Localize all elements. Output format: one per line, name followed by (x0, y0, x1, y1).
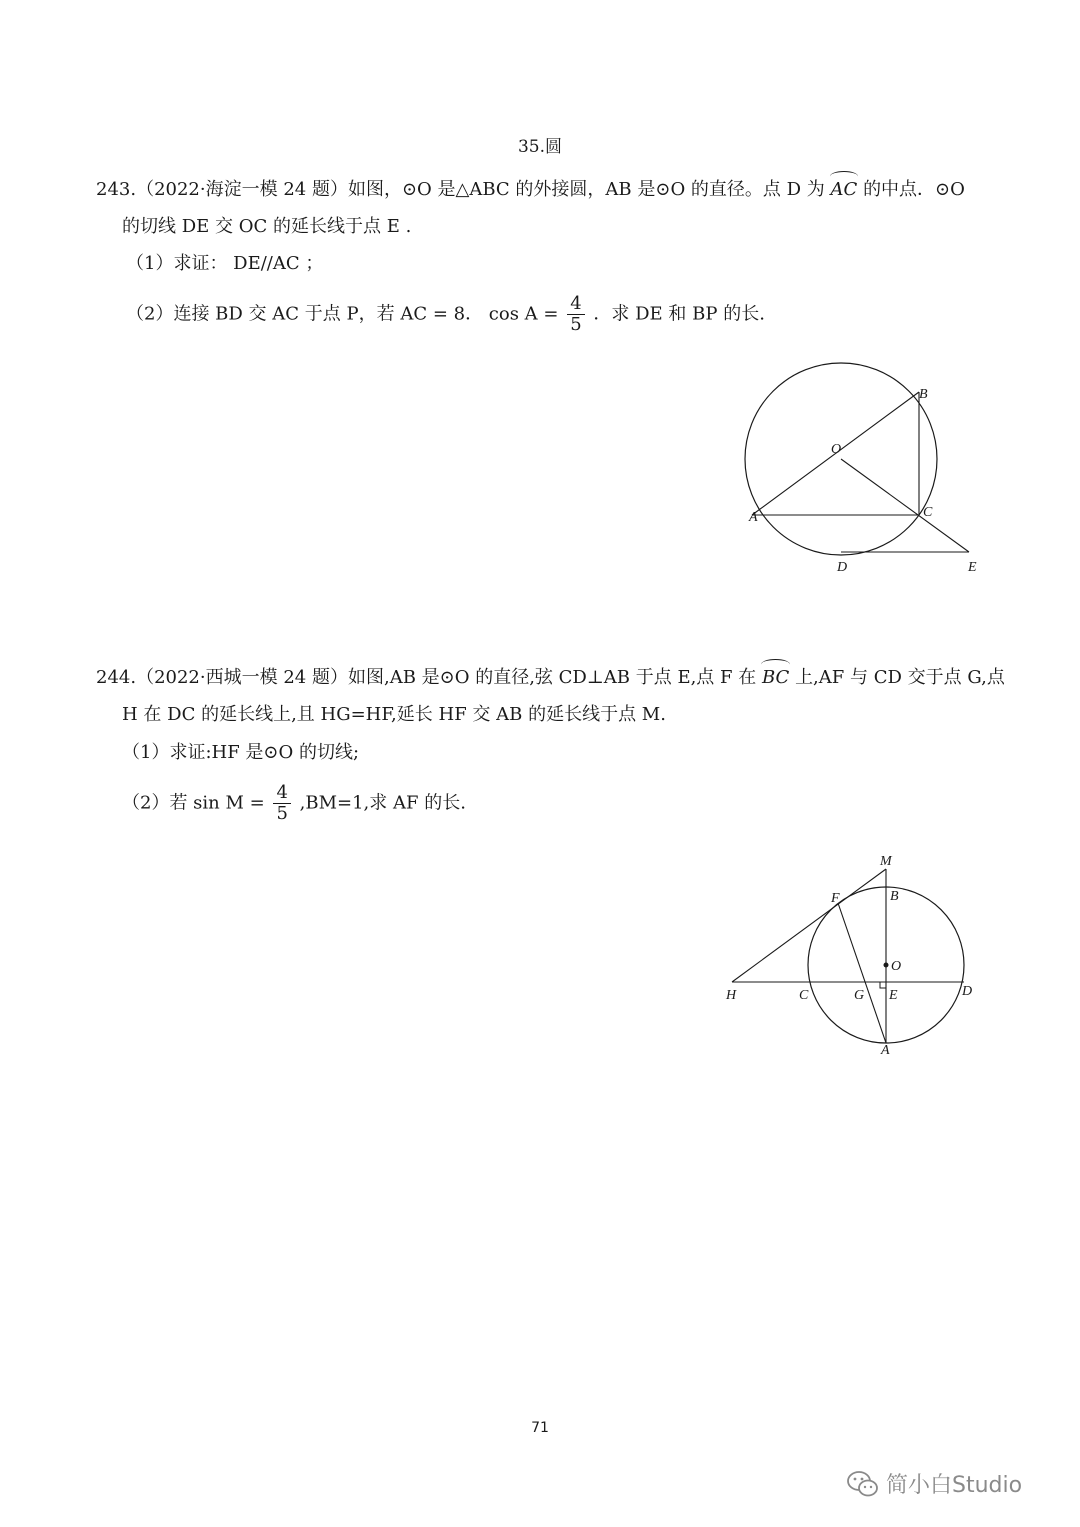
segment-fa (838, 903, 886, 1043)
q2-suffix: ,BM=1,求 AF 的长. (299, 792, 466, 814)
fraction (273, 783, 290, 824)
problem-number: 244. (96, 667, 137, 688)
label-d: D (837, 560, 848, 575)
problem-stem-tail: 上,AF 与 CD 交于点 G,点 (795, 667, 1005, 688)
label-e: E (968, 560, 977, 575)
label-c: C (799, 988, 809, 1003)
problem-244-line2: H 在 DC 的延长线上,且 HG=HF,延长 HF 交 AB 的延长线于点 M. (122, 704, 666, 725)
watermark (846, 1468, 1022, 1499)
label-m: M (880, 854, 892, 869)
figure-243 (730, 350, 1000, 590)
center-dot (884, 963, 889, 968)
label-b: B (919, 387, 928, 402)
label-h: H (726, 988, 737, 1003)
q2-prefix: （2）连接 BD 交 AC 于点 P，若 AC = 8． cos A = (126, 303, 559, 325)
problem-244-line1 (96, 666, 1005, 690)
label-a: A (749, 510, 758, 525)
label-d: D (962, 984, 973, 999)
problem-243-line2: 的切线 DE 交 OC 的延长线于点 E . (122, 216, 412, 237)
label-b: B (890, 889, 899, 904)
problem-243-q2 (126, 294, 765, 335)
problem-stem: 如图,AB 是⊙O 的直径,弦 CD⊥AB 于点 E,点 F 在 (347, 667, 757, 688)
fraction-numerator: 4 (567, 294, 584, 315)
problem-number: 243. (96, 179, 137, 200)
figure-244 (720, 848, 990, 1068)
label-c: C (923, 505, 933, 520)
problem-243-q1: （1）求证： DE//AC ； (126, 253, 324, 274)
label-e: E (889, 988, 898, 1003)
fraction-numerator: 4 (273, 783, 290, 804)
label-g: G (854, 988, 865, 1003)
problem-244-q2 (122, 783, 466, 824)
problem-stem-tail: 的中点．⊙O (863, 179, 965, 200)
problem-stem: 如图，⊙O 是△ABC 的外接圆，AB 是⊙O 的直径。点 D 为 (347, 179, 825, 200)
wechat-icon (846, 1470, 880, 1498)
problem-243-line1 (96, 178, 965, 202)
fraction (567, 294, 584, 335)
label-f: F (831, 891, 840, 906)
label-a: A (881, 1043, 890, 1058)
right-angle-mark (880, 982, 886, 988)
section-title: 35.圆 (517, 137, 563, 157)
label-o: O (891, 959, 902, 974)
q2-suffix: ．求 DE 和 BP 的长. (593, 303, 765, 325)
arc-label: BC (761, 667, 790, 688)
arc-label: AC (830, 179, 858, 200)
problem-source: （2022·西城一模 24 题） (136, 667, 348, 688)
fraction-denominator: 5 (570, 314, 582, 335)
watermark-text: 简小白Studio (886, 1473, 1023, 1498)
problem-244-q1: （1）求证:HF 是⊙O 的切线; (122, 742, 360, 763)
segment-hm (732, 869, 886, 982)
page-number: 71 (531, 1420, 549, 1436)
problem-source: （2022·海淀一模 24 题） (136, 179, 348, 200)
q2-prefix: （2）若 sin M = (122, 792, 265, 814)
label-o: O (831, 442, 842, 457)
segment-oe (841, 459, 969, 552)
fraction-denominator: 5 (276, 803, 288, 824)
